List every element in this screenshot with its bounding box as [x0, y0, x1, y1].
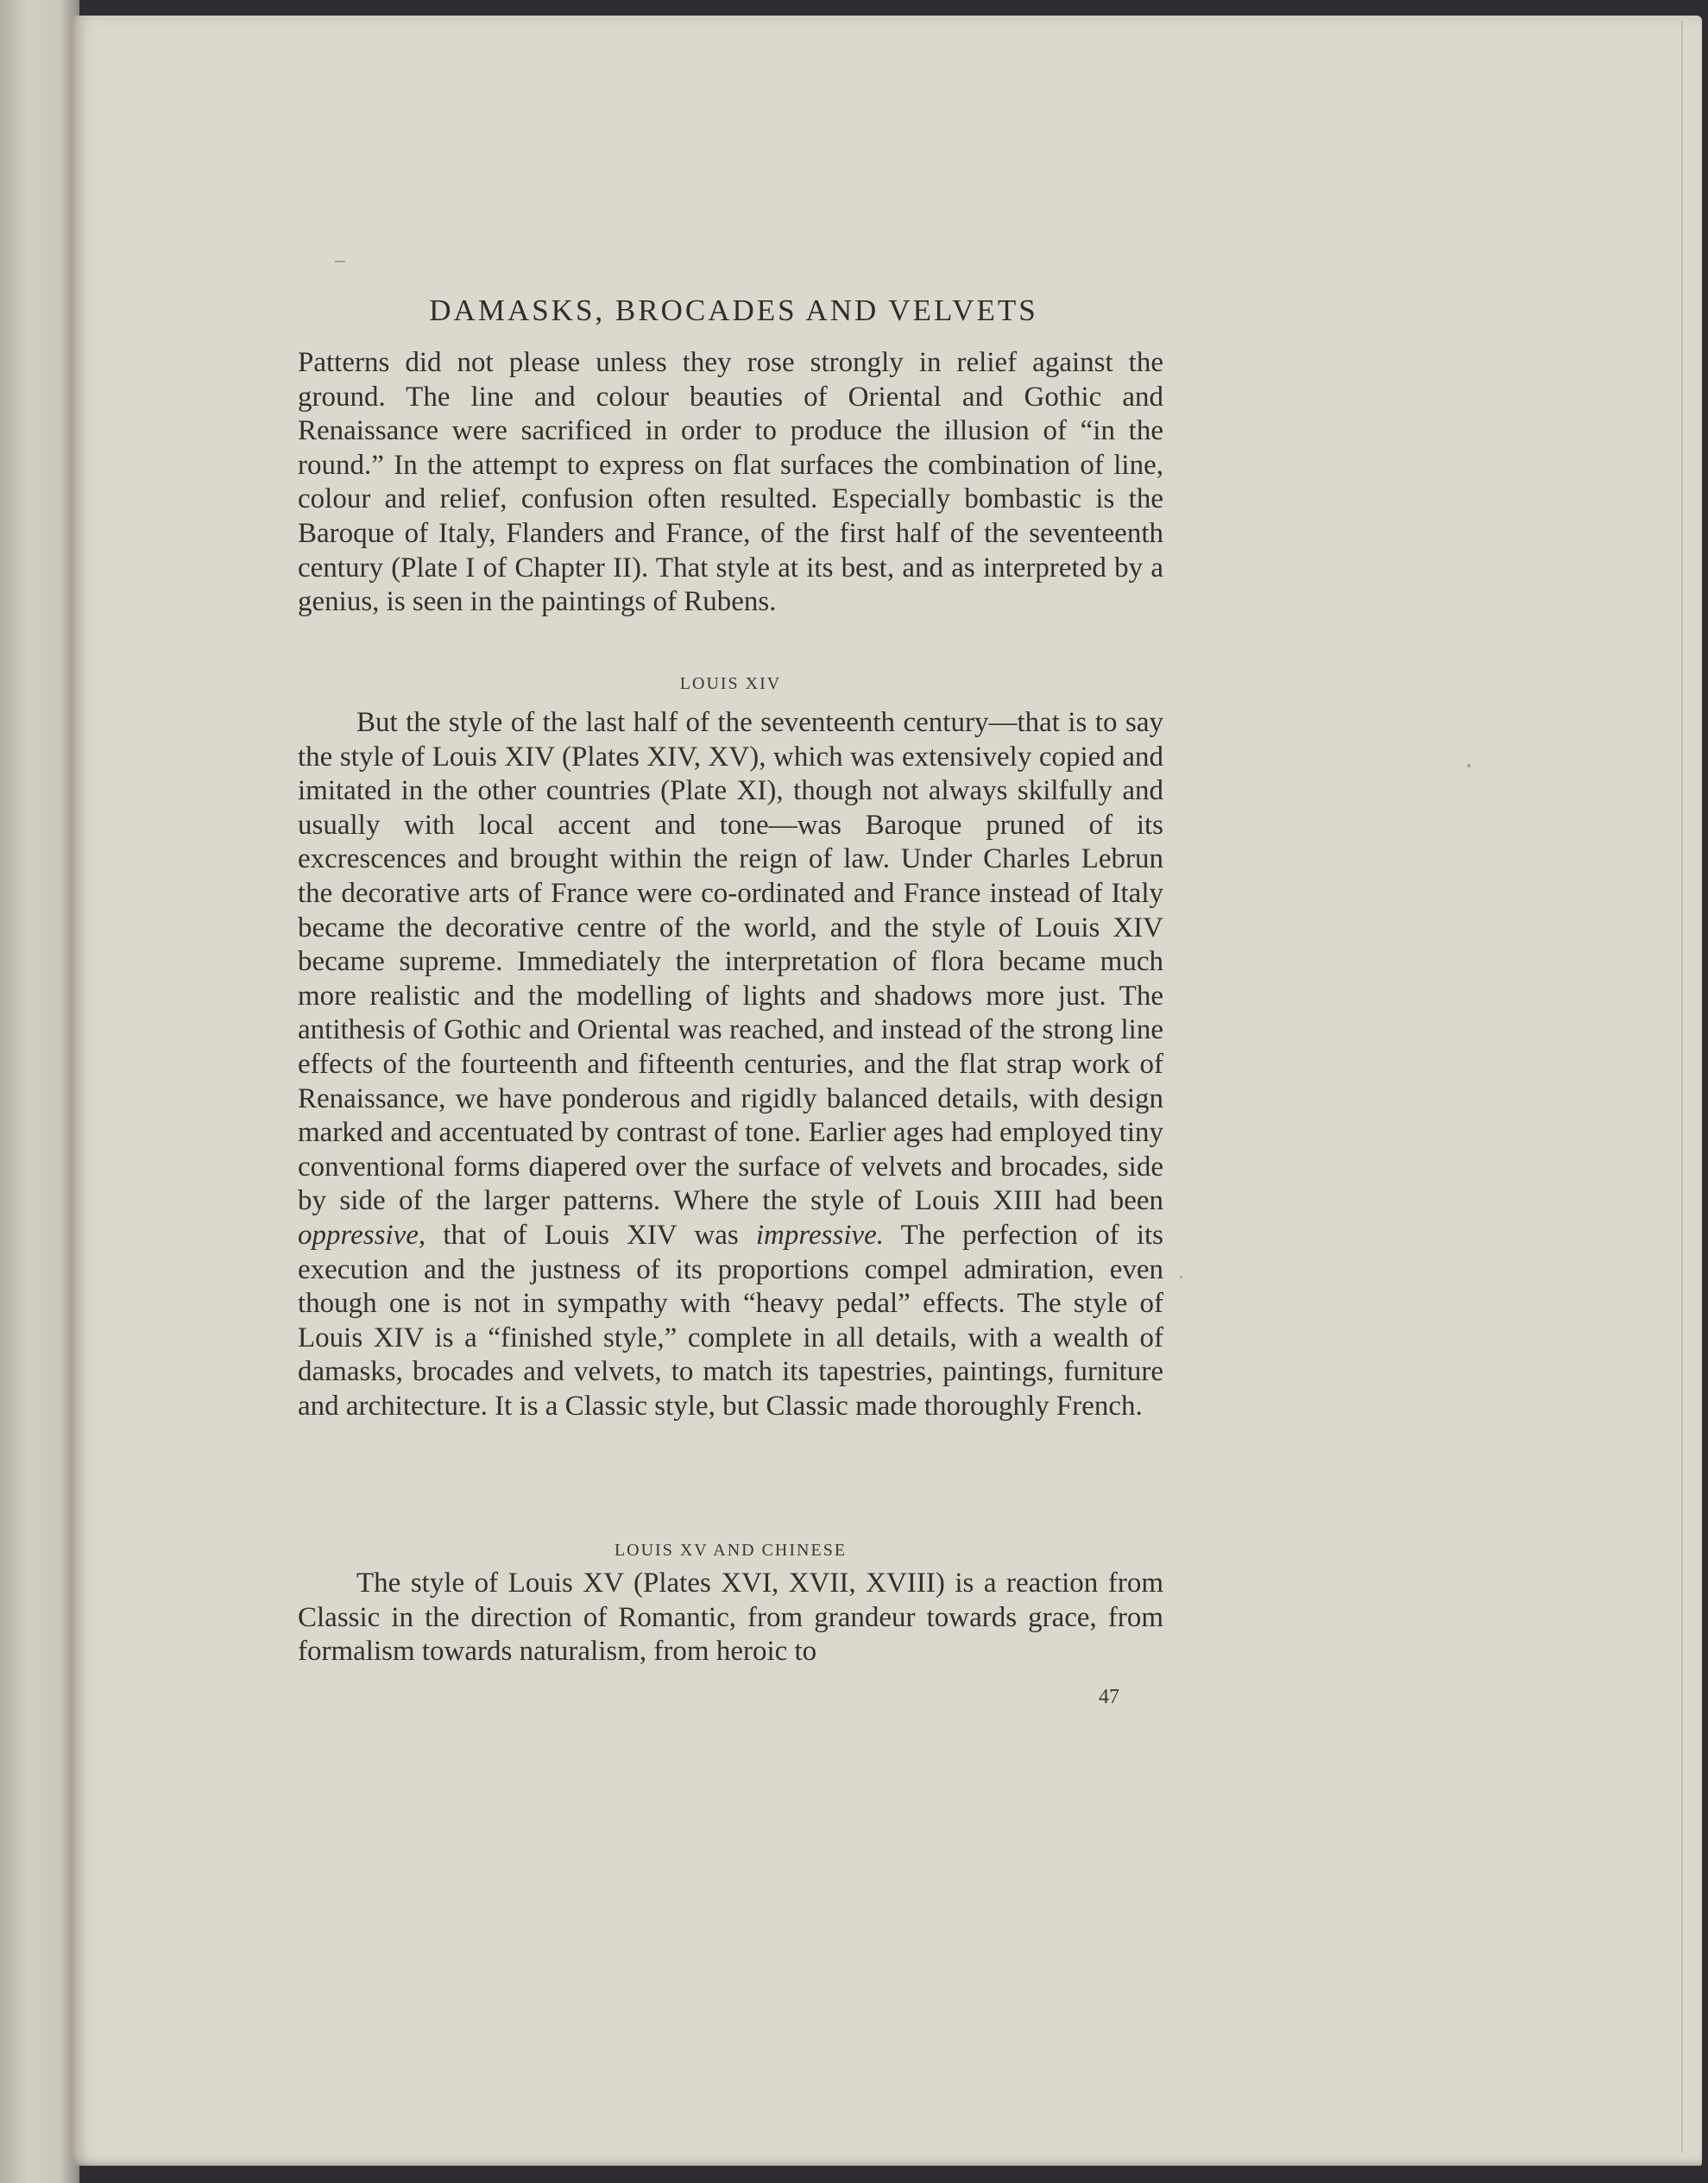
section-heading-louis-xiv: LOUIS XIV	[679, 674, 782, 693]
facing-page-edge	[0, 0, 79, 2183]
paragraph-louis-xv: The style of Louis XV (Plates XVI, XVII, XVIII) is a reaction from Classic in the direction of Romantic, from grandeur towards grace, from formalism towards naturalism, from heroic to	[298, 1568, 1163, 1668]
page-number: 47	[1099, 1686, 1119, 1708]
section-heading-louis-xv: LOUIS XV AND CHINESE	[614, 1541, 848, 1560]
paragraph-text: The perfection of its execution and the justness of its proportions compel admiration, even though one is not in sympathy with “heavy pedal” effects. The style of Louis XIV is a “finished style,” complete in all details, with a wealth of damasks, brocades and velvets, to match its tapestries, paintings, furniture and architecture. It is a Classic style, but Classic made thoroughly French.	[298, 1219, 1163, 1422]
running-head: DAMASKS, BROCADES AND VELVETS	[429, 293, 1038, 327]
emphasis-impressive: impressive.	[755, 1219, 885, 1251]
page-edge-shadow	[1681, 21, 1683, 2153]
ink-speck	[1467, 764, 1471, 767]
paragraph-louis-xiv	[298, 706, 1163, 1423]
ink-speck	[335, 261, 345, 262]
paragraph-text: But the style of the last half of the seventeenth century—that is to say the style of Louis XIV (Plates XIV, XV), which was extensively copied and imitated in the other countries (Plate XI), though not always skilfully and usually with local accent and tone—was Baroque pruned of its excrescences and brought within the reign of law. Under Charles Lebrun the decorative arts of France were co-ordinated and France instead of Italy became the decorative centre of the world, and the style of Louis XIV became supreme. Immediately the interpretation of flora became much more realistic and the modelling of lights and shadows more just. The antithesis of Gothic and Oriental was reached, and instead of the strong line effects of the fourteenth and fifteenth centuries, and the flat strap work of Renaissance, we have ponderous and rigidly balanced details, with design marked and accentuated by contrast of tone. Earlier ages had employed tiny conventional forms diapered over the surface of velvets and brocades, side by side of the larger patterns. Where the style of Louis XIII had been	[298, 707, 1163, 1217]
paragraph-text: that of Louis XIV was	[443, 1219, 739, 1251]
paragraph-baroque: Patterns did not please unless they rose strongly in relief against the ground. The line and colour beauties of Oriental and Gothic and Renaissance were sacrificed in order to produce the illusion of “in the round.” In the attempt to express on flat surfaces the combination of line, colour and relief, confusion often resulted. Especially bombastic is the Baroque of Italy, Flanders and France, of the first half of the seventeenth century (Plate I of Chapter II). That style at its best, and as interpreted by a genius, is seen in the paintings of Rubens.	[298, 347, 1163, 618]
ink-speck	[1180, 1276, 1182, 1278]
emphasis-oppressive: oppressive,	[298, 1219, 426, 1251]
